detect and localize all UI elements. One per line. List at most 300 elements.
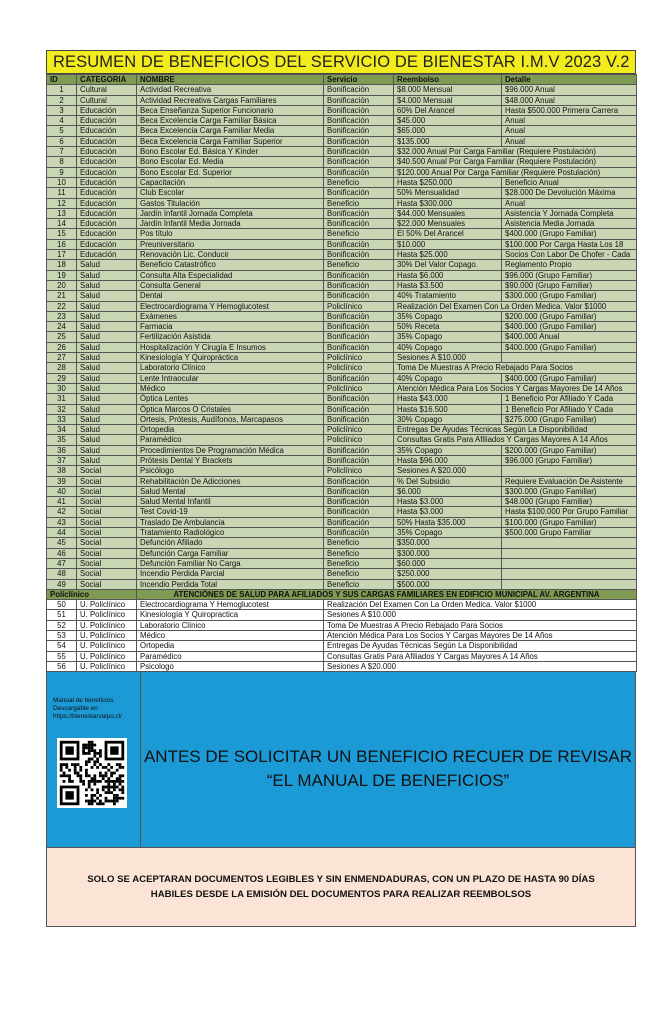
cell-categoria: Educación bbox=[77, 157, 137, 167]
table-row bbox=[47, 250, 637, 260]
table-row bbox=[47, 332, 637, 342]
cell-nombre: Beneficio Catastrófico bbox=[137, 260, 324, 270]
cell-id: 47 bbox=[47, 558, 77, 568]
cell-nombre: Bono Escolar Ed. Superior bbox=[137, 167, 324, 177]
cell-id: 2 bbox=[47, 95, 77, 105]
cell-id: 46 bbox=[47, 548, 77, 558]
cell-id: 28 bbox=[47, 363, 77, 373]
cell-categoria: Salud bbox=[77, 383, 137, 393]
cell-detalle: Beneficio Anual bbox=[502, 177, 637, 187]
cell-id: 11 bbox=[47, 188, 77, 198]
cell-servicio: Bonificación bbox=[324, 332, 394, 342]
cell-nombre: Club Escolar bbox=[137, 188, 324, 198]
table-row bbox=[47, 353, 637, 363]
cell-nombre: Traslado De Ambulancia bbox=[137, 517, 324, 527]
footer-note-text: SOLO SE ACEPTARAN DOCUMENTOS LEGIBLES Y SIN ENMENDADURAS, CON UN PLAZO DE HASTA 90 DÍAS HABILES DESDE LA EMISIÓN DEL DOCUMENTOS PARA REALIZAR REEMBOLSOS bbox=[87, 874, 595, 901]
cell-servicio: Bonificación bbox=[324, 116, 394, 126]
table-row bbox=[47, 414, 637, 424]
cell-reembolso: $22.000 Mensuales bbox=[394, 219, 502, 229]
table-header-row bbox=[47, 75, 637, 85]
cell-detalle: Asistencia Media Jornada bbox=[502, 219, 637, 229]
table-row bbox=[47, 177, 637, 187]
cell-categoria: Educación bbox=[77, 219, 137, 229]
cell-id: 44 bbox=[47, 528, 77, 538]
cell-reembolso: % Del Subsidio bbox=[394, 476, 502, 486]
cell-nombre: Farmacia bbox=[137, 322, 324, 332]
cell-detalle: Socios Con Labor De Chofer - Cada bbox=[502, 250, 637, 260]
cell-nombre: Procedimientos De Programación Médica bbox=[137, 445, 324, 455]
cell-categoria: Salud bbox=[77, 332, 137, 342]
cell-nombre: Defunción Afiliado bbox=[137, 538, 324, 548]
cell-categoria: Educación bbox=[77, 188, 137, 198]
cell-id: 40 bbox=[47, 486, 77, 496]
cell-reembolso: $500.000 bbox=[394, 579, 502, 589]
cell-categoria: Educación bbox=[77, 208, 137, 218]
cell-nombre: Electrocardiograma Y Hemoglucotest bbox=[137, 600, 324, 610]
table-row bbox=[47, 270, 637, 280]
cell-id: 38 bbox=[47, 466, 77, 476]
cell-detalle bbox=[502, 569, 637, 579]
cell-id: 13 bbox=[47, 208, 77, 218]
table-row bbox=[47, 239, 637, 249]
table-row bbox=[47, 466, 637, 476]
cell-reembolso: 35% Copago bbox=[394, 332, 502, 342]
cell-servicio: Bonificación bbox=[324, 167, 394, 177]
cell-reembolso: 30% Del Valor Copago. bbox=[394, 260, 502, 270]
cell-categoria: Educación bbox=[77, 250, 137, 260]
cell-nombre: Gastos Titulación bbox=[137, 198, 324, 208]
cell-categoria: Educación bbox=[77, 136, 137, 146]
cell-categoria: Salud bbox=[77, 301, 137, 311]
table-body bbox=[47, 85, 637, 672]
cell-detalle: 1 Beneficio Por Afiliado Y Cada bbox=[502, 394, 637, 404]
cell-servicio: Beneficio bbox=[324, 579, 394, 589]
cell-servicio: Bonificación bbox=[324, 208, 394, 218]
table-row bbox=[47, 105, 637, 115]
col-header-detalle: Detalle bbox=[502, 75, 637, 85]
table-row bbox=[47, 425, 637, 435]
cell-detalle: Realización Del Examen Con La Orden Medica. Valor $1000 bbox=[324, 600, 637, 610]
cell-id: 25 bbox=[47, 332, 77, 342]
table-row bbox=[47, 85, 637, 95]
table-row bbox=[47, 167, 637, 177]
cell-id: 39 bbox=[47, 476, 77, 486]
cell-id: 26 bbox=[47, 342, 77, 352]
cell-detalle: $300.000 (Grupo Familiar) bbox=[502, 486, 637, 496]
cell-categoria: U. Policlínico bbox=[77, 600, 137, 610]
cell-categoria: Cultural bbox=[77, 95, 137, 105]
cell-detalle: Consultas Gratis Para Afiliados Y Cargas Mayores A 14 Años bbox=[324, 651, 637, 661]
cell-reembolso: Sesiones A $20.000 bbox=[394, 466, 502, 476]
cell-servicio: Policlínico bbox=[324, 363, 394, 373]
cell-categoria: U. Policlínico bbox=[77, 641, 137, 651]
cell-id: 52 bbox=[47, 620, 77, 630]
manual-link[interactable]: https://bienestarvalpo.cl/ bbox=[53, 713, 122, 721]
cell-nombre: Laboratorio Clínico bbox=[137, 363, 324, 373]
cell-id: 4 bbox=[47, 116, 77, 126]
cell-detalle bbox=[502, 353, 637, 363]
cell-categoria: Social bbox=[77, 507, 137, 517]
cell-categoria: Social bbox=[77, 528, 137, 538]
cell-reembolso: 40% Copago bbox=[394, 373, 502, 383]
cell-servicio: Beneficio bbox=[324, 229, 394, 239]
cell-id: 17 bbox=[47, 250, 77, 260]
cell-id: 16 bbox=[47, 239, 77, 249]
cell-nombre: Óptica Marcos O Cristales bbox=[137, 404, 324, 414]
cell-id: 37 bbox=[47, 455, 77, 465]
table-row bbox=[47, 363, 637, 373]
cell-servicio: Policlínico bbox=[324, 383, 394, 393]
cell-categoria: Social bbox=[77, 476, 137, 486]
cell-servicio: Bonificación bbox=[324, 373, 394, 383]
cell-categoria: Salud bbox=[77, 280, 137, 290]
cell-id: 34 bbox=[47, 425, 77, 435]
cell-categoria: Educación bbox=[77, 116, 137, 126]
cell-detalle: Anual bbox=[502, 198, 637, 208]
cell-servicio: Bonificación bbox=[324, 136, 394, 146]
cell-detalle: $28.000 De Devolución Máxima bbox=[502, 188, 637, 198]
manual-message-line: “EL MANUAL DE BENEFICIOS” bbox=[266, 770, 510, 790]
cell-id: 12 bbox=[47, 198, 77, 208]
table-row bbox=[47, 569, 637, 579]
cell-categoria: Salud bbox=[77, 425, 137, 435]
table-row bbox=[47, 291, 637, 301]
cell-id: 27 bbox=[47, 353, 77, 363]
cell-reembolso: Atención Médica Para Los Socios Y Cargas Mayores De 14 Años bbox=[394, 383, 637, 393]
cell-detalle: $100.000 (Grupo Familiar) bbox=[502, 517, 637, 527]
cell-detalle: $100.000 Por Carga Hasta Los 18 bbox=[502, 239, 637, 249]
cell-reembolso: Entregas De Ayudas Técnicas Según La Disponibilidad bbox=[394, 425, 637, 435]
cell-reembolso: Hasta $16.500 bbox=[394, 404, 502, 414]
cell-nombre: Paramédico bbox=[137, 435, 324, 445]
cell-id: 8 bbox=[47, 157, 77, 167]
cell-servicio: Beneficio bbox=[324, 558, 394, 568]
cell-detalle bbox=[502, 579, 637, 589]
manual-note bbox=[53, 697, 122, 721]
cell-id: 24 bbox=[47, 322, 77, 332]
col-header-servicio: Servicio bbox=[324, 75, 394, 85]
cell-detalle: $96.000 (Grupo Familiar) bbox=[502, 455, 637, 465]
table-row bbox=[47, 188, 637, 198]
cell-servicio: Beneficio bbox=[324, 569, 394, 579]
cell-nombre: Tratamiento Radiológico bbox=[137, 528, 324, 538]
cell-reembolso: Hasta $300.000 bbox=[394, 198, 502, 208]
cell-nombre: Jardín Infantil Media Jornada bbox=[137, 219, 324, 229]
cell-nombre: Pos título bbox=[137, 229, 324, 239]
cell-detalle: $48.000 Anual bbox=[502, 95, 637, 105]
cell-servicio: Bonificación bbox=[324, 414, 394, 424]
cell-categoria: Educación bbox=[77, 239, 137, 249]
cell-nombre: Defunción Carga Familiar bbox=[137, 548, 324, 558]
cell-detalle: Hasta $500.000 Primera Carrera bbox=[502, 105, 637, 115]
cell-nombre: Actividad Recreativa Cargas Familiares bbox=[137, 95, 324, 105]
cell-reembolso: $350.000 bbox=[394, 538, 502, 548]
cell-id: 5 bbox=[47, 126, 77, 136]
cell-reembolso: 35% Copago bbox=[394, 445, 502, 455]
cell-categoria: Educación bbox=[77, 126, 137, 136]
table-row bbox=[47, 157, 637, 167]
cell-servicio: Bonificación bbox=[324, 311, 394, 321]
cell-reembolso: Hasta $25.000 bbox=[394, 250, 502, 260]
col-header-id: ID bbox=[47, 75, 77, 85]
cell-servicio: Bonificación bbox=[324, 270, 394, 280]
cell-detalle: $400.000 (Grupo Familiar) bbox=[502, 342, 637, 352]
cell-detalle: 1 Beneficio Por Afiliado Y Cada bbox=[502, 404, 637, 414]
section-text: ATENCIÓNES DE SALUD PARA AFILIADOS Y SUS CARGAS FAMILIARES EN EDIFICIO MUNICIPAL AV. ARGENTINA bbox=[137, 589, 637, 599]
cell-detalle: Anual bbox=[502, 136, 637, 146]
cell-reembolso: $120.000 Anual Por Carga Familiar (Requiere Postulación) bbox=[394, 167, 637, 177]
cell-nombre: Dental bbox=[137, 291, 324, 301]
cell-detalle: Hasta $100.000 Por Grupo Familiar bbox=[502, 507, 637, 517]
cell-reembolso: Hasta $3.500 bbox=[394, 280, 502, 290]
cell-id: 18 bbox=[47, 260, 77, 270]
cell-reembolso: $40.500 Anual Por Carga Familiar (Requiere Postulación) bbox=[394, 157, 637, 167]
cell-detalle: $96.000 (Grupo Familiar) bbox=[502, 270, 637, 280]
cell-nombre: Beca Excelencia Carga Familiar Básica bbox=[137, 116, 324, 126]
cell-nombre: Kinesiología Y Quiropractica bbox=[137, 610, 324, 620]
cell-categoria: Educación bbox=[77, 229, 137, 239]
table-row bbox=[47, 342, 637, 352]
table-row bbox=[47, 136, 637, 146]
cell-reembolso: Toma De Muestras A Precio Rebajado Para Socios bbox=[394, 363, 637, 373]
cell-id: 43 bbox=[47, 517, 77, 527]
cell-reembolso: $44.000 Mensuales bbox=[394, 208, 502, 218]
cell-detalle: $200.000 (Grupo Familiar) bbox=[502, 311, 637, 321]
cell-categoria: Salud bbox=[77, 363, 137, 373]
manual-note-line: Manual de beneficios bbox=[53, 697, 114, 705]
cell-id: 9 bbox=[47, 167, 77, 177]
table-row bbox=[47, 116, 637, 126]
cell-nombre: Electrocardiograma Y Hemoglucotest bbox=[137, 301, 324, 311]
cell-categoria: Salud bbox=[77, 260, 137, 270]
cell-reembolso: Hasta $96.000 bbox=[394, 455, 502, 465]
cell-id: 7 bbox=[47, 147, 77, 157]
cell-servicio: Bonificación bbox=[324, 342, 394, 352]
table-row bbox=[47, 394, 637, 404]
table-row bbox=[47, 311, 637, 321]
cell-categoria: Salud bbox=[77, 445, 137, 455]
cell-categoria: Salud bbox=[77, 455, 137, 465]
cell-servicio: Bonificación bbox=[324, 95, 394, 105]
cell-nombre: Bono Escolar Ed. Media bbox=[137, 157, 324, 167]
cell-nombre: Psicologo bbox=[137, 661, 324, 671]
table-row bbox=[47, 322, 637, 332]
cell-reembolso: Hasta $3.000 bbox=[394, 497, 502, 507]
cell-id: 49 bbox=[47, 579, 77, 589]
manual-banner bbox=[46, 672, 636, 848]
table-row bbox=[47, 126, 637, 136]
cell-nombre: Salud Mental Infantil bbox=[137, 497, 324, 507]
cell-categoria: Salud bbox=[77, 373, 137, 383]
table-row bbox=[47, 455, 637, 465]
table-row bbox=[47, 198, 637, 208]
manual-message bbox=[141, 672, 635, 847]
table-row bbox=[47, 208, 637, 218]
cell-servicio: Bonificación bbox=[324, 404, 394, 414]
cell-nombre: Beca Excelencia Carga Familiar Superior bbox=[137, 136, 324, 146]
cell-reembolso: Hasta $3.000 bbox=[394, 507, 502, 517]
cell-categoria: Salud bbox=[77, 404, 137, 414]
col-header-nombre: NOMBRE bbox=[137, 75, 324, 85]
cell-servicio: Bonificación bbox=[324, 250, 394, 260]
cell-detalle: $400.000 (Grupo Familiar) bbox=[502, 229, 637, 239]
manual-message-line: ANTES DE SOLICITAR UN BENEFICIO RECUER DE REVISAR bbox=[143, 746, 633, 766]
cell-id: 20 bbox=[47, 280, 77, 290]
cell-detalle: $500.000 Grupo Familiar bbox=[502, 528, 637, 538]
cell-categoria: Educación bbox=[77, 177, 137, 187]
cell-nombre: Test Covid-19 bbox=[137, 507, 324, 517]
cell-servicio: Beneficio bbox=[324, 198, 394, 208]
cell-nombre: Rehabilitación De Adicciones bbox=[137, 476, 324, 486]
cell-detalle: Atención Médica Para Los Socios Y Cargas Mayores De 14 Años bbox=[324, 631, 637, 641]
table-row bbox=[47, 651, 637, 661]
cell-id: 31 bbox=[47, 394, 77, 404]
cell-categoria: Salud bbox=[77, 414, 137, 424]
cell-detalle: Requiere Evaluación De Asistente bbox=[502, 476, 637, 486]
table-row bbox=[47, 260, 637, 270]
table-row bbox=[47, 95, 637, 105]
cell-reembolso: 60% Del Arancel bbox=[394, 105, 502, 115]
cell-servicio: Bonificación bbox=[324, 157, 394, 167]
col-header-reembolso: Reembolso bbox=[394, 75, 502, 85]
table-row bbox=[47, 600, 637, 610]
cell-categoria: Educación bbox=[77, 105, 137, 115]
table-row bbox=[47, 558, 637, 568]
cell-nombre: Lente Intraocular bbox=[137, 373, 324, 383]
cell-nombre: Capacitación bbox=[137, 177, 324, 187]
cell-nombre: Hospitalización Y Cirugía E Insumos bbox=[137, 342, 324, 352]
table-row bbox=[47, 641, 637, 651]
footer-note bbox=[46, 848, 636, 927]
cell-categoria: U. Policlínico bbox=[77, 610, 137, 620]
cell-categoria: Social bbox=[77, 548, 137, 558]
cell-reembolso: 40% Tratamiento bbox=[394, 291, 502, 301]
cell-reembolso: Sesiones A $10.000 bbox=[394, 353, 502, 363]
cell-categoria: Salud bbox=[77, 394, 137, 404]
cell-nombre: Laboratorio Clínico bbox=[137, 620, 324, 630]
table-row bbox=[47, 507, 637, 517]
cell-nombre: Exámenes bbox=[137, 311, 324, 321]
cell-detalle: $48.000 (Grupo Familiar) bbox=[502, 497, 637, 507]
cell-servicio: Bonificación bbox=[324, 497, 394, 507]
cell-id: 29 bbox=[47, 373, 77, 383]
cell-detalle bbox=[502, 538, 637, 548]
cell-reembolso: 50% Mensualidad bbox=[394, 188, 502, 198]
cell-detalle: $96.000 Anual bbox=[502, 85, 637, 95]
cell-id: 42 bbox=[47, 507, 77, 517]
cell-detalle bbox=[502, 558, 637, 568]
cell-servicio: Bonificación bbox=[324, 85, 394, 95]
table-row bbox=[47, 404, 637, 414]
cell-servicio: Bonificación bbox=[324, 239, 394, 249]
cell-reembolso: Hasta $250.000 bbox=[394, 177, 502, 187]
cell-detalle: Sesiones A $10.000 bbox=[324, 610, 637, 620]
cell-reembolso: $32.000 Anual Por Carga Familiar (Requiere Postulación) bbox=[394, 147, 637, 157]
cell-nombre: Psicólogo bbox=[137, 466, 324, 476]
cell-categoria: Educación bbox=[77, 167, 137, 177]
benefits-sheet bbox=[46, 50, 636, 927]
table-row bbox=[47, 383, 637, 393]
cell-reembolso: $6.000 bbox=[394, 486, 502, 496]
cell-reembolso: 35% Copago bbox=[394, 528, 502, 538]
manual-info-panel bbox=[47, 672, 141, 847]
table-row bbox=[47, 301, 637, 311]
cell-reembolso: $300.000 bbox=[394, 548, 502, 558]
cell-servicio: Bonificación bbox=[324, 445, 394, 455]
cell-detalle: Anual bbox=[502, 116, 637, 126]
cell-reembolso: $4.000 Mensual bbox=[394, 95, 502, 105]
table-row bbox=[47, 445, 637, 455]
cell-servicio: Bonificación bbox=[324, 528, 394, 538]
cell-detalle bbox=[502, 466, 637, 476]
cell-servicio: Beneficio bbox=[324, 538, 394, 548]
cell-detalle: Reglamento Propio bbox=[502, 260, 637, 270]
cell-reembolso: $8.000 Mensual bbox=[394, 85, 502, 95]
cell-nombre: Fertilización Asistida bbox=[137, 332, 324, 342]
cell-servicio: Policlínico bbox=[324, 466, 394, 476]
cell-servicio: Bonificación bbox=[324, 219, 394, 229]
cell-detalle: Toma De Muestras A Precio Rebajado Para Socios bbox=[324, 620, 637, 630]
cell-servicio: Policlínico bbox=[324, 435, 394, 445]
cell-categoria: Educación bbox=[77, 198, 137, 208]
cell-reembolso: Realización Del Examen Con La Orden Medica. Valor $1000 bbox=[394, 301, 637, 311]
table-row bbox=[47, 579, 637, 589]
cell-nombre: Óptica Lentes bbox=[137, 394, 324, 404]
cell-categoria: U. Policlínico bbox=[77, 631, 137, 641]
cell-reembolso: Hasta $43.000 bbox=[394, 394, 502, 404]
cell-nombre: Bono Escolar Ed. Básica Y Kínder bbox=[137, 147, 324, 157]
cell-detalle: Anual bbox=[502, 126, 637, 136]
page-title: RESUMEN DE BENEFICIOS DEL SERVICIO DE BIENESTAR I.M.V 2023 V.2 bbox=[46, 50, 636, 74]
cell-detalle: $200.000 (Grupo Familiar) bbox=[502, 445, 637, 455]
cell-detalle bbox=[502, 548, 637, 558]
cell-servicio: Bonificación bbox=[324, 507, 394, 517]
cell-detalle: $90.000 (Grupo Familiar) bbox=[502, 280, 637, 290]
cell-detalle: Sesiones A $20.000 bbox=[324, 661, 637, 671]
cell-id: 56 bbox=[47, 661, 77, 671]
cell-reembolso: 50% Hasta $35.000 bbox=[394, 517, 502, 527]
cell-nombre: Ortesis, Prótesis, Audífonos, Marcapasos bbox=[137, 414, 324, 424]
cell-id: 48 bbox=[47, 569, 77, 579]
cell-id: 30 bbox=[47, 383, 77, 393]
cell-nombre: Ortopedia bbox=[137, 425, 324, 435]
cell-id: 41 bbox=[47, 497, 77, 507]
cell-reembolso: 30% Copago bbox=[394, 414, 502, 424]
section-label: Policlínico bbox=[47, 589, 137, 599]
cell-reembolso: 40% Copago bbox=[394, 342, 502, 352]
cell-detalle: $300.000 (Grupo Familiar) bbox=[502, 291, 637, 301]
cell-detalle: Asistencia Y Jornada Completa bbox=[502, 208, 637, 218]
cell-nombre: Actividad Recreativa bbox=[137, 85, 324, 95]
cell-id: 23 bbox=[47, 311, 77, 321]
cell-categoria: U. Policlínico bbox=[77, 620, 137, 630]
section-header-row bbox=[47, 589, 637, 599]
benefits-table bbox=[46, 74, 637, 672]
cell-id: 32 bbox=[47, 404, 77, 414]
cell-nombre: Paramédico bbox=[137, 651, 324, 661]
cell-nombre: Incendio Perdida Total bbox=[137, 579, 324, 589]
cell-reembolso: $45.000 bbox=[394, 116, 502, 126]
manual-note-line: Descargable en bbox=[53, 705, 98, 713]
cell-servicio: Bonificación bbox=[324, 517, 394, 527]
cell-id: 6 bbox=[47, 136, 77, 146]
table-row bbox=[47, 661, 637, 671]
qr-code bbox=[57, 738, 127, 808]
cell-nombre: Defunción Familiar No Carga bbox=[137, 558, 324, 568]
cell-categoria: Social bbox=[77, 579, 137, 589]
cell-categoria: Salud bbox=[77, 291, 137, 301]
cell-id: 1 bbox=[47, 85, 77, 95]
